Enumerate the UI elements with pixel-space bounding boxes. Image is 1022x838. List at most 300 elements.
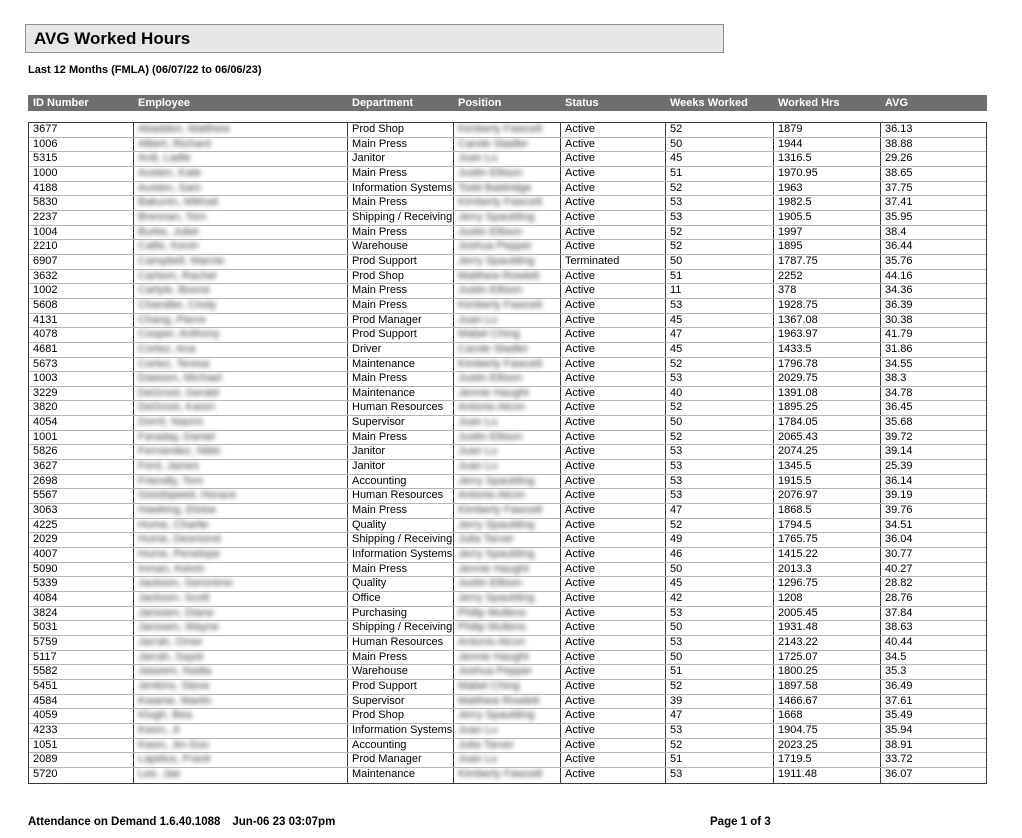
position-cell-redacted <box>454 577 561 591</box>
department-cell: Main Press <box>348 504 454 518</box>
id-number-cell: 5117 <box>29 651 134 665</box>
position-cell-redacted <box>454 709 561 723</box>
employee-name-cell-redacted <box>134 636 348 650</box>
avg-cell: 30.77 <box>885 548 913 561</box>
table-row <box>29 152 986 167</box>
id-number-cell: 1003 <box>29 372 134 386</box>
status-cell: Active <box>561 621 666 635</box>
position-cell-redacted <box>454 167 561 181</box>
department-cell: Prod Support <box>348 328 454 342</box>
worked-hrs-cell: 2074.25 <box>774 445 881 459</box>
redacted-position-text: Jerry Spaulding <box>458 518 535 531</box>
worked-hrs-cell: 1879 <box>774 123 881 137</box>
redacted-position-text: Justin Ellison <box>458 284 523 297</box>
position-cell-redacted <box>454 724 561 738</box>
status-cell: Active <box>561 431 666 445</box>
redacted-employee-text: Jackson, Scott <box>138 592 210 604</box>
avg-cell: 36.45 <box>885 401 913 414</box>
redacted-employee-text: Hume, Penelope <box>138 548 220 561</box>
worked-hrs-cell: 1944 <box>774 138 881 152</box>
status-cell: Terminated <box>561 255 666 269</box>
worked-hrs-cell: 2143.22 <box>774 636 881 650</box>
id-number-cell: 5451 <box>29 680 134 694</box>
position-cell-redacted <box>454 196 561 210</box>
employee-name-cell-redacted <box>134 548 348 562</box>
department-cell: Shipping / Receiving <box>348 211 454 225</box>
table-row <box>29 519 986 534</box>
position-cell-redacted <box>454 387 561 401</box>
employee-name-cell-redacted <box>134 768 348 783</box>
redacted-position-text: Juan Lu <box>458 152 498 165</box>
worked-hrs-cell: 1794.5 <box>774 519 881 533</box>
redacted-position-text: Kimberly Fawcett <box>458 123 543 135</box>
department-cell: Purchasing <box>348 607 454 621</box>
employee-name-cell-redacted <box>134 167 348 181</box>
id-number-cell: 1000 <box>29 167 134 181</box>
redacted-employee-text: Abaddon, Matthew <box>138 123 230 135</box>
id-number-cell: 4078 <box>29 328 134 342</box>
position-cell-redacted <box>454 592 561 606</box>
redacted-position-text: Kimberly Fawcett <box>458 357 543 370</box>
worked-hrs-cell: 2013.3 <box>774 563 881 577</box>
department-cell: Main Press <box>348 284 454 298</box>
avg-cell: 35.95 <box>885 210 913 223</box>
avg-cell: 40.44 <box>885 635 913 648</box>
position-cell-redacted <box>454 138 561 152</box>
employee-name-cell-redacted <box>134 709 348 723</box>
redacted-employee-text: Janssen, Wayne <box>138 621 219 634</box>
id-number-cell: 4233 <box>29 724 134 738</box>
table-row <box>29 211 986 226</box>
table-row <box>29 431 986 446</box>
employee-name-cell-redacted <box>134 284 348 298</box>
id-number-cell: 2029 <box>29 533 134 547</box>
worked-hrs-cell: 1391.08 <box>774 387 881 401</box>
avg-cell: 35.3 <box>885 665 907 678</box>
redacted-position-text: Kimberly Fawcett <box>458 504 543 517</box>
id-number-cell: 2237 <box>29 211 134 225</box>
id-number-cell: 5031 <box>29 621 134 635</box>
avg-cell: 39.19 <box>885 489 913 502</box>
position-cell-redacted <box>454 563 561 577</box>
employee-name-cell-redacted <box>134 270 348 284</box>
redacted-position-text: Jerry Spaulding <box>458 709 535 722</box>
position-cell-redacted <box>454 607 561 621</box>
column-header-weeks-worked: Weeks Worked <box>670 97 748 109</box>
id-number-cell: 1002 <box>29 284 134 298</box>
weeks-worked-cell: 53 <box>666 460 774 474</box>
department-cell: Main Press <box>348 563 454 577</box>
status-cell: Active <box>561 240 666 254</box>
redacted-position-text: Antonio Alcon <box>458 401 526 414</box>
department-cell: Accounting <box>348 739 454 753</box>
table-row <box>29 548 986 563</box>
avg-cell: 36.44 <box>885 240 913 253</box>
redacted-position-text: Kimberly Fawcett <box>458 767 543 780</box>
table-row <box>29 270 986 285</box>
id-number-cell: 5673 <box>29 358 134 372</box>
position-cell-redacted <box>454 416 561 430</box>
employee-name-cell-redacted <box>134 211 348 225</box>
id-number-cell: 3824 <box>29 607 134 621</box>
position-cell-redacted <box>454 270 561 284</box>
redacted-employee-text: Jarrah, Sayid <box>138 650 203 663</box>
status-cell: Active <box>561 724 666 738</box>
employee-name-cell-redacted <box>134 328 348 342</box>
status-cell: Active <box>561 299 666 313</box>
weeks-worked-cell: 50 <box>666 563 774 577</box>
table-row <box>29 695 986 710</box>
redacted-employee-text: Fernandez, Nikki <box>138 445 221 458</box>
id-number-cell: 3063 <box>29 504 134 518</box>
redacted-position-text: Mabel Ching <box>458 328 520 341</box>
weeks-worked-cell: 53 <box>666 489 774 503</box>
department-cell: Human Resources <box>348 636 454 650</box>
avg-cell: 38.65 <box>885 166 913 179</box>
worked-hrs-cell: 1668 <box>774 709 881 723</box>
footer-datetime: Jun-06 23 03:07pm <box>232 816 336 828</box>
redacted-employee-text: Brennan, Tom <box>138 210 207 223</box>
position-cell-redacted <box>454 768 561 783</box>
redacted-position-text: Jerry Spaulding <box>458 254 535 267</box>
table-row <box>29 753 986 768</box>
position-cell-redacted <box>454 489 561 503</box>
id-number-cell: 4131 <box>29 314 134 328</box>
status-cell: Active <box>561 768 666 783</box>
table-row <box>29 680 986 695</box>
avg-cell: 34.5 <box>885 650 907 663</box>
redacted-employee-text: Hume, Desmond <box>138 533 221 546</box>
weeks-worked-cell: 53 <box>666 636 774 650</box>
employee-name-cell-redacted <box>134 314 348 328</box>
redacted-employee-text: Campbell, Marnie <box>138 254 225 267</box>
id-number-cell: 4054 <box>29 416 134 430</box>
status-cell: Active <box>561 577 666 591</box>
avg-cell: 36.13 <box>885 123 913 135</box>
position-cell-redacted <box>454 299 561 313</box>
avg-cell: 29.26 <box>885 152 913 165</box>
table-row <box>29 739 986 754</box>
weeks-worked-cell: 53 <box>666 372 774 386</box>
avg-cell: 34.51 <box>885 518 913 531</box>
department-cell: Main Press <box>348 431 454 445</box>
department-cell: Prod Shop <box>348 709 454 723</box>
avg-cell: 28.82 <box>885 577 913 590</box>
id-number-cell: 5830 <box>29 196 134 210</box>
status-cell: Active <box>561 563 666 577</box>
position-cell-redacted <box>454 328 561 342</box>
status-cell: Active <box>561 475 666 489</box>
redacted-employee-text: Jenkins, Steve <box>138 679 210 692</box>
employee-name-cell-redacted <box>134 592 348 606</box>
weeks-worked-cell: 40 <box>666 387 774 401</box>
status-cell: Active <box>561 196 666 210</box>
id-number-cell: 4059 <box>29 709 134 723</box>
redacted-position-text: Jerry Spaulding <box>458 474 535 487</box>
avg-cell: 34.36 <box>885 284 913 297</box>
avg-cell: 37.41 <box>885 196 913 209</box>
position-cell-redacted <box>454 680 561 694</box>
status-cell: Active <box>561 182 666 196</box>
employee-name-cell-redacted <box>134 695 348 709</box>
redacted-position-text: Mabel Ching <box>458 679 520 692</box>
redacted-employee-text: Ardi, Ladle <box>138 152 191 165</box>
status-cell: Active <box>561 519 666 533</box>
table-row <box>29 314 986 329</box>
status-cell: Active <box>561 123 666 137</box>
status-cell: Active <box>561 152 666 166</box>
id-number-cell: 1051 <box>29 739 134 753</box>
id-number-cell: 5720 <box>29 768 134 783</box>
id-number-cell: 2698 <box>29 475 134 489</box>
worked-hrs-cell: 2252 <box>774 270 881 284</box>
table-row <box>29 358 986 373</box>
id-number-cell: 3229 <box>29 387 134 401</box>
avg-cell: 37.84 <box>885 606 913 619</box>
redacted-position-text: Julia Tarver <box>458 738 515 751</box>
worked-hrs-cell: 1931.48 <box>774 621 881 635</box>
redacted-position-text: Philip Mullens <box>458 606 526 619</box>
weeks-worked-cell: 47 <box>666 709 774 723</box>
employee-name-cell-redacted <box>134 475 348 489</box>
redacted-position-text: Matthew Rowlett <box>458 694 540 707</box>
employee-name-cell-redacted <box>134 724 348 738</box>
weeks-worked-cell: 50 <box>666 255 774 269</box>
worked-hrs-cell: 1963.97 <box>774 328 881 342</box>
avg-cell: 36.49 <box>885 679 913 692</box>
weeks-worked-cell: 51 <box>666 270 774 284</box>
status-cell: Active <box>561 343 666 357</box>
avg-cell: 39.72 <box>885 430 913 443</box>
table-row <box>29 460 986 475</box>
redacted-position-text: Jennie Haught <box>458 650 529 663</box>
table-row <box>29 226 986 241</box>
department-cell: Information Systems <box>348 182 454 196</box>
status-cell: Active <box>561 358 666 372</box>
table-row <box>29 387 986 402</box>
employee-name-cell-redacted <box>134 489 348 503</box>
redacted-employee-text: Chang, Pierre <box>138 313 206 326</box>
status-cell: Active <box>561 314 666 328</box>
avg-cell: 38.3 <box>885 372 907 385</box>
id-number-cell: 5582 <box>29 665 134 679</box>
redacted-position-text: Carole Stadler <box>458 342 529 355</box>
column-header-worked-hrs: Worked Hrs <box>778 97 840 109</box>
avg-cell: 38.91 <box>885 738 913 751</box>
position-cell-redacted <box>454 739 561 753</box>
employee-name-cell-redacted <box>134 152 348 166</box>
status-cell: Active <box>561 387 666 401</box>
department-cell: Janitor <box>348 152 454 166</box>
weeks-worked-cell: 51 <box>666 167 774 181</box>
redacted-employee-text: Cortez, Ana <box>138 342 196 355</box>
footer-page-number: Page 1 of 3 <box>710 816 771 828</box>
column-header-employee: Employee <box>138 97 190 109</box>
weeks-worked-cell: 53 <box>666 445 774 459</box>
avg-cell: 38.4 <box>885 225 907 238</box>
worked-hrs-cell: 1345.5 <box>774 460 881 474</box>
worked-hrs-cell: 1915.5 <box>774 475 881 489</box>
table-row <box>29 196 986 211</box>
avg-cell: 36.14 <box>885 474 913 487</box>
redacted-employee-text: Hume, Charlie <box>138 518 209 531</box>
redacted-employee-text: Callis, Kevin <box>138 240 199 253</box>
department-cell: Human Resources <box>348 401 454 415</box>
position-cell-redacted <box>454 152 561 166</box>
id-number-cell: 1006 <box>29 138 134 152</box>
department-cell: Main Press <box>348 299 454 313</box>
department-cell: Prod Manager <box>348 753 454 767</box>
redacted-position-text: Justin Ellison <box>458 225 523 238</box>
weeks-worked-cell: 53 <box>666 607 774 621</box>
id-number-cell: 3677 <box>29 123 134 137</box>
table-row <box>29 621 986 636</box>
position-cell-redacted <box>454 651 561 665</box>
id-number-cell: 5759 <box>29 636 134 650</box>
redacted-position-text: Julia Tarver <box>458 533 515 546</box>
department-cell: Supervisor <box>348 416 454 430</box>
status-cell: Active <box>561 607 666 621</box>
id-number-cell: 5315 <box>29 152 134 166</box>
id-number-cell: 5339 <box>29 577 134 591</box>
employee-name-cell-redacted <box>134 533 348 547</box>
employee-name-cell-redacted <box>134 138 348 152</box>
department-cell: Prod Shop <box>348 123 454 137</box>
table-row <box>29 636 986 651</box>
worked-hrs-cell: 1800.25 <box>774 665 881 679</box>
redacted-employee-text: Janssen, Diane <box>138 606 214 619</box>
employee-name-cell-redacted <box>134 182 348 196</box>
department-cell: Information Systems <box>348 548 454 562</box>
weeks-worked-cell: 52 <box>666 431 774 445</box>
department-cell: Driver <box>348 343 454 357</box>
employee-name-cell-redacted <box>134 460 348 474</box>
worked-hrs-cell: 1296.75 <box>774 577 881 591</box>
worked-hrs-cell: 1784.05 <box>774 416 881 430</box>
table-row <box>29 665 986 680</box>
avg-cell: 35.76 <box>885 254 913 267</box>
department-cell: Main Press <box>348 196 454 210</box>
redacted-employee-text: Lee, Jae <box>138 767 181 780</box>
redacted-position-text: Justin Ellison <box>458 430 523 443</box>
position-cell-redacted <box>454 226 561 240</box>
employee-name-cell-redacted <box>134 577 348 591</box>
status-cell: Active <box>561 372 666 386</box>
status-cell: Active <box>561 695 666 709</box>
avg-cell: 39.14 <box>885 445 913 458</box>
redacted-position-text: Matthew Rowlett <box>458 269 540 282</box>
id-number-cell: 4584 <box>29 695 134 709</box>
worked-hrs-cell: 1895 <box>774 240 881 254</box>
id-number-cell: 1004 <box>29 226 134 240</box>
column-header-status: Status <box>565 97 599 109</box>
employee-name-cell-redacted <box>134 343 348 357</box>
redacted-employee-text: Austen, Kate <box>138 166 201 179</box>
weeks-worked-cell: 52 <box>666 123 774 137</box>
redacted-position-text: Antonio Alcon <box>458 635 526 648</box>
department-cell: Main Press <box>348 226 454 240</box>
redacted-employee-text: Friendly, Tom <box>138 474 204 487</box>
status-cell: Active <box>561 680 666 694</box>
avg-cell: 36.39 <box>885 298 913 311</box>
weeks-worked-cell: 45 <box>666 577 774 591</box>
department-cell: Warehouse <box>348 240 454 254</box>
worked-hrs-cell: 1208 <box>774 592 881 606</box>
redacted-position-text: Kimberly Fawcett <box>458 298 543 311</box>
department-cell: Prod Support <box>348 680 454 694</box>
employee-name-cell-redacted <box>134 416 348 430</box>
table-row <box>29 592 986 607</box>
id-number-cell: 3632 <box>29 270 134 284</box>
status-cell: Active <box>561 651 666 665</box>
id-number-cell: 1001 <box>29 431 134 445</box>
avg-cell: 30.38 <box>885 313 913 326</box>
page-title <box>25 24 724 53</box>
department-cell: Human Resources <box>348 489 454 503</box>
employee-name-cell-redacted <box>134 621 348 635</box>
status-cell: Active <box>561 709 666 723</box>
redacted-position-text: Justin Ellison <box>458 166 523 179</box>
table-row <box>29 182 986 197</box>
avg-cell: 31.86 <box>885 342 913 355</box>
worked-hrs-cell: 1725.07 <box>774 651 881 665</box>
employee-name-cell-redacted <box>134 753 348 767</box>
weeks-worked-cell: 45 <box>666 314 774 328</box>
employee-name-cell-redacted <box>134 240 348 254</box>
avg-cell: 25.39 <box>885 460 913 473</box>
worked-hrs-cell: 1796.78 <box>774 358 881 372</box>
redacted-position-text: Jerry Spaulding <box>458 548 535 561</box>
position-cell-redacted <box>454 460 561 474</box>
redacted-position-text: Jerry Spaulding <box>458 592 535 604</box>
table-row <box>29 299 986 314</box>
department-cell: Prod Manager <box>348 314 454 328</box>
redacted-position-text: Jennie Haught <box>458 386 529 399</box>
avg-cell: 39.76 <box>885 504 913 517</box>
department-cell: Janitor <box>348 445 454 459</box>
department-cell: Warehouse <box>348 665 454 679</box>
table-row <box>29 416 986 431</box>
weeks-worked-cell: 47 <box>666 328 774 342</box>
weeks-worked-cell: 49 <box>666 533 774 547</box>
weeks-worked-cell: 47 <box>666 504 774 518</box>
avg-cell: 37.61 <box>885 694 913 707</box>
status-cell: Active <box>561 226 666 240</box>
redacted-employee-text: Cortez, Teresa <box>138 357 210 370</box>
table-row <box>29 768 986 783</box>
worked-hrs-cell: 1466.67 <box>774 695 881 709</box>
column-header-id-number: ID Number <box>33 97 89 109</box>
position-cell-redacted <box>454 431 561 445</box>
redacted-employee-text: Carlson, Rachel <box>138 269 217 282</box>
redacted-position-text: Juan Lu <box>458 753 498 766</box>
table-row <box>29 489 986 504</box>
worked-hrs-cell: 1982.5 <box>774 196 881 210</box>
redacted-employee-text: Chandler, Cindy <box>138 298 217 311</box>
table-row <box>29 372 986 387</box>
worked-hrs-cell: 1904.75 <box>774 724 881 738</box>
id-number-cell: 2210 <box>29 240 134 254</box>
weeks-worked-cell: 46 <box>666 548 774 562</box>
position-cell-redacted <box>454 401 561 415</box>
department-cell: Main Press <box>348 651 454 665</box>
table-row <box>29 709 986 724</box>
employee-name-cell-redacted <box>134 123 348 137</box>
redacted-position-text: Todd Baldridge <box>458 181 532 194</box>
column-header-position: Position <box>458 97 502 109</box>
table-row <box>29 167 986 182</box>
worked-hrs-cell: 1905.5 <box>774 211 881 225</box>
